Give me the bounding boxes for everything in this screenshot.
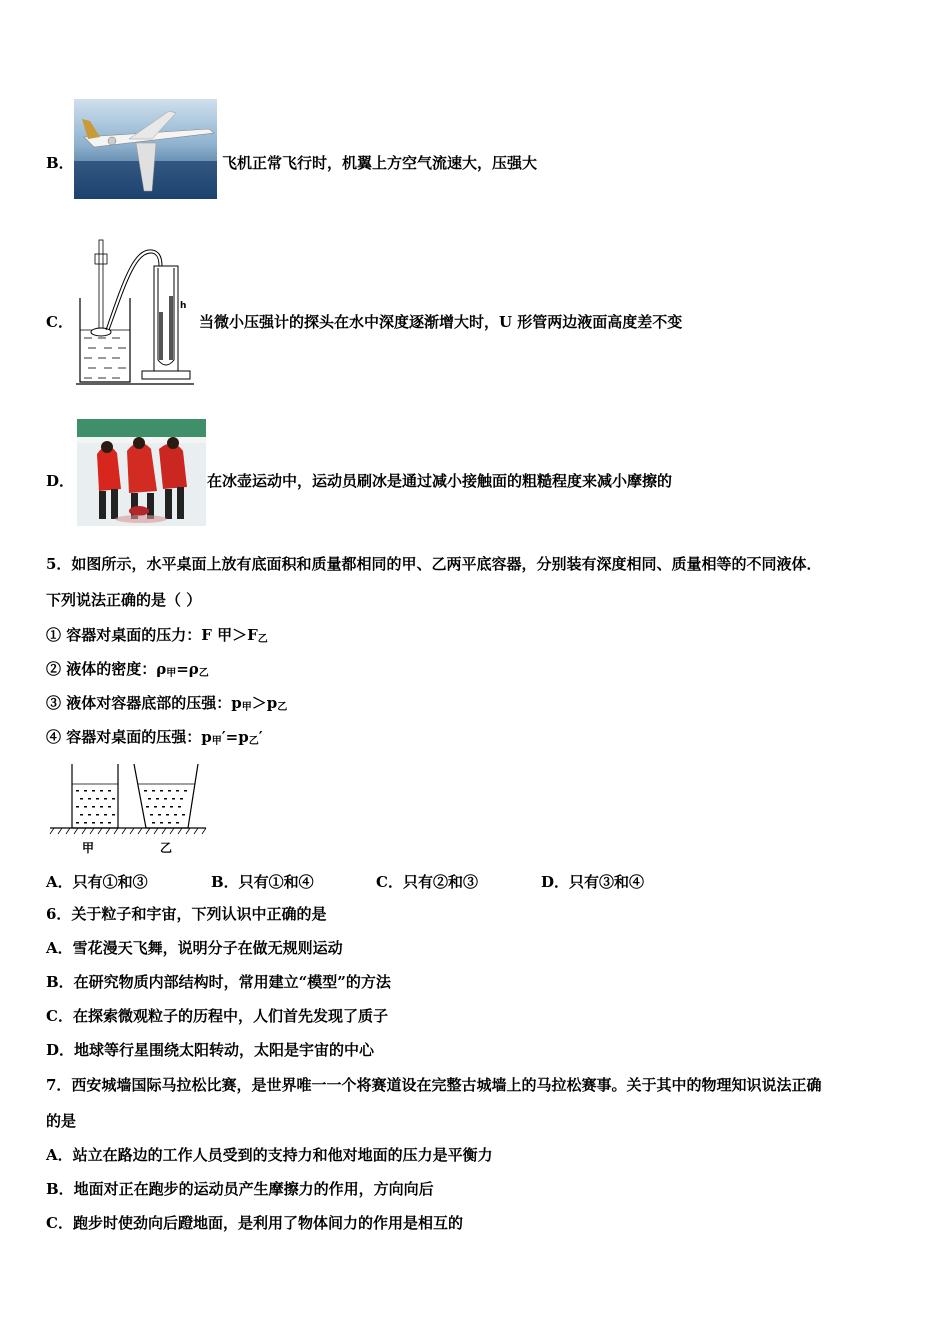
q6-option-a: A．雪花漫天飞舞，说明分子在做无规则运动: [46, 939, 343, 957]
option-c-label: C．: [46, 313, 73, 331]
q5-statement-3: ③ 液体对容器底部的压强：$p_甲>p_乙$: [46, 694, 288, 713]
q6-stem: 6．关于粒子和宇宙，下列认识中正确的是: [46, 905, 327, 923]
option-d-text: 在冰壶运动中，运动员刷冰是通过减小接触面的粗糙程度来减小摩擦的: [207, 472, 673, 490]
q5-answer-d: D．只有③和④: [541, 873, 645, 891]
q6-option-b: B．在研究物质内部结构时，常用建立“模型”的方法: [46, 973, 391, 991]
option-c-text: 当微小压强计的探头在水中深度逐渐增大时，U 形管两边液面高度差不变: [199, 313, 683, 331]
q5-statement-2: ② 液体的密度：$\rho_甲=\rho_乙$: [46, 660, 209, 679]
containers-diagram: [48, 760, 208, 858]
q5-answer-c: C．只有②和③: [376, 873, 478, 891]
q7-stem-line2: 的是: [46, 1112, 77, 1130]
q6-option-d: D．地球等行星围绕太阳转动，太阳是宇宙的中心: [46, 1041, 375, 1059]
container-label-jia: 甲: [82, 841, 95, 855]
airplane-photo: [74, 99, 217, 199]
q5-statement-4: ④ 容器对桌面的压强：$p_甲'=p_乙'$: [46, 728, 263, 747]
pressure-gauge-diagram: [74, 238, 196, 388]
q5-statement-1: ① 容器对桌面的压力：F 甲$>F_乙$: [46, 626, 268, 645]
q5-stem-line2: 下列说法正确的是（ ）: [46, 591, 202, 609]
q7-option-c: C．跑步时使劲向后蹬地面，是利用了物体间力的作用是相互的: [46, 1214, 463, 1232]
option-d-label: D．: [46, 472, 75, 490]
q7-option-b: B．地面对正在跑步的运动员产生摩擦力的作用，方向向后: [46, 1180, 434, 1198]
curling-photo: [77, 419, 206, 526]
q5-answer-b: B．只有①和④: [211, 873, 314, 891]
q5-stem-line1: 5．如图所示，水平桌面上放有底面积和质量都相同的甲、乙两平底容器，分别装有深度相同、质量相等的不同液体．: [46, 555, 822, 573]
container-label-yi: 乙: [160, 841, 173, 855]
q7-stem-line1: 7．西安城墙国际马拉松比赛，是世界唯一一个将赛道设在完整古城墙上的马拉松赛事。关于其中的物理知识说法正确: [46, 1076, 822, 1094]
q5-answer-a: A．只有①和③: [46, 873, 148, 891]
option-b-text: 飞机正常飞行时，机翼上方空气流速大，压强大: [222, 154, 538, 172]
q6-option-c: C．在探索微观粒子的历程中，人们首先发现了质子: [46, 1007, 388, 1025]
option-b-label: B．: [46, 154, 74, 172]
q7-option-a: A．站立在路边的工作人员受到的支持力和他对地面的压力是平衡力: [46, 1146, 493, 1164]
height-diff-label: h: [180, 301, 187, 311]
